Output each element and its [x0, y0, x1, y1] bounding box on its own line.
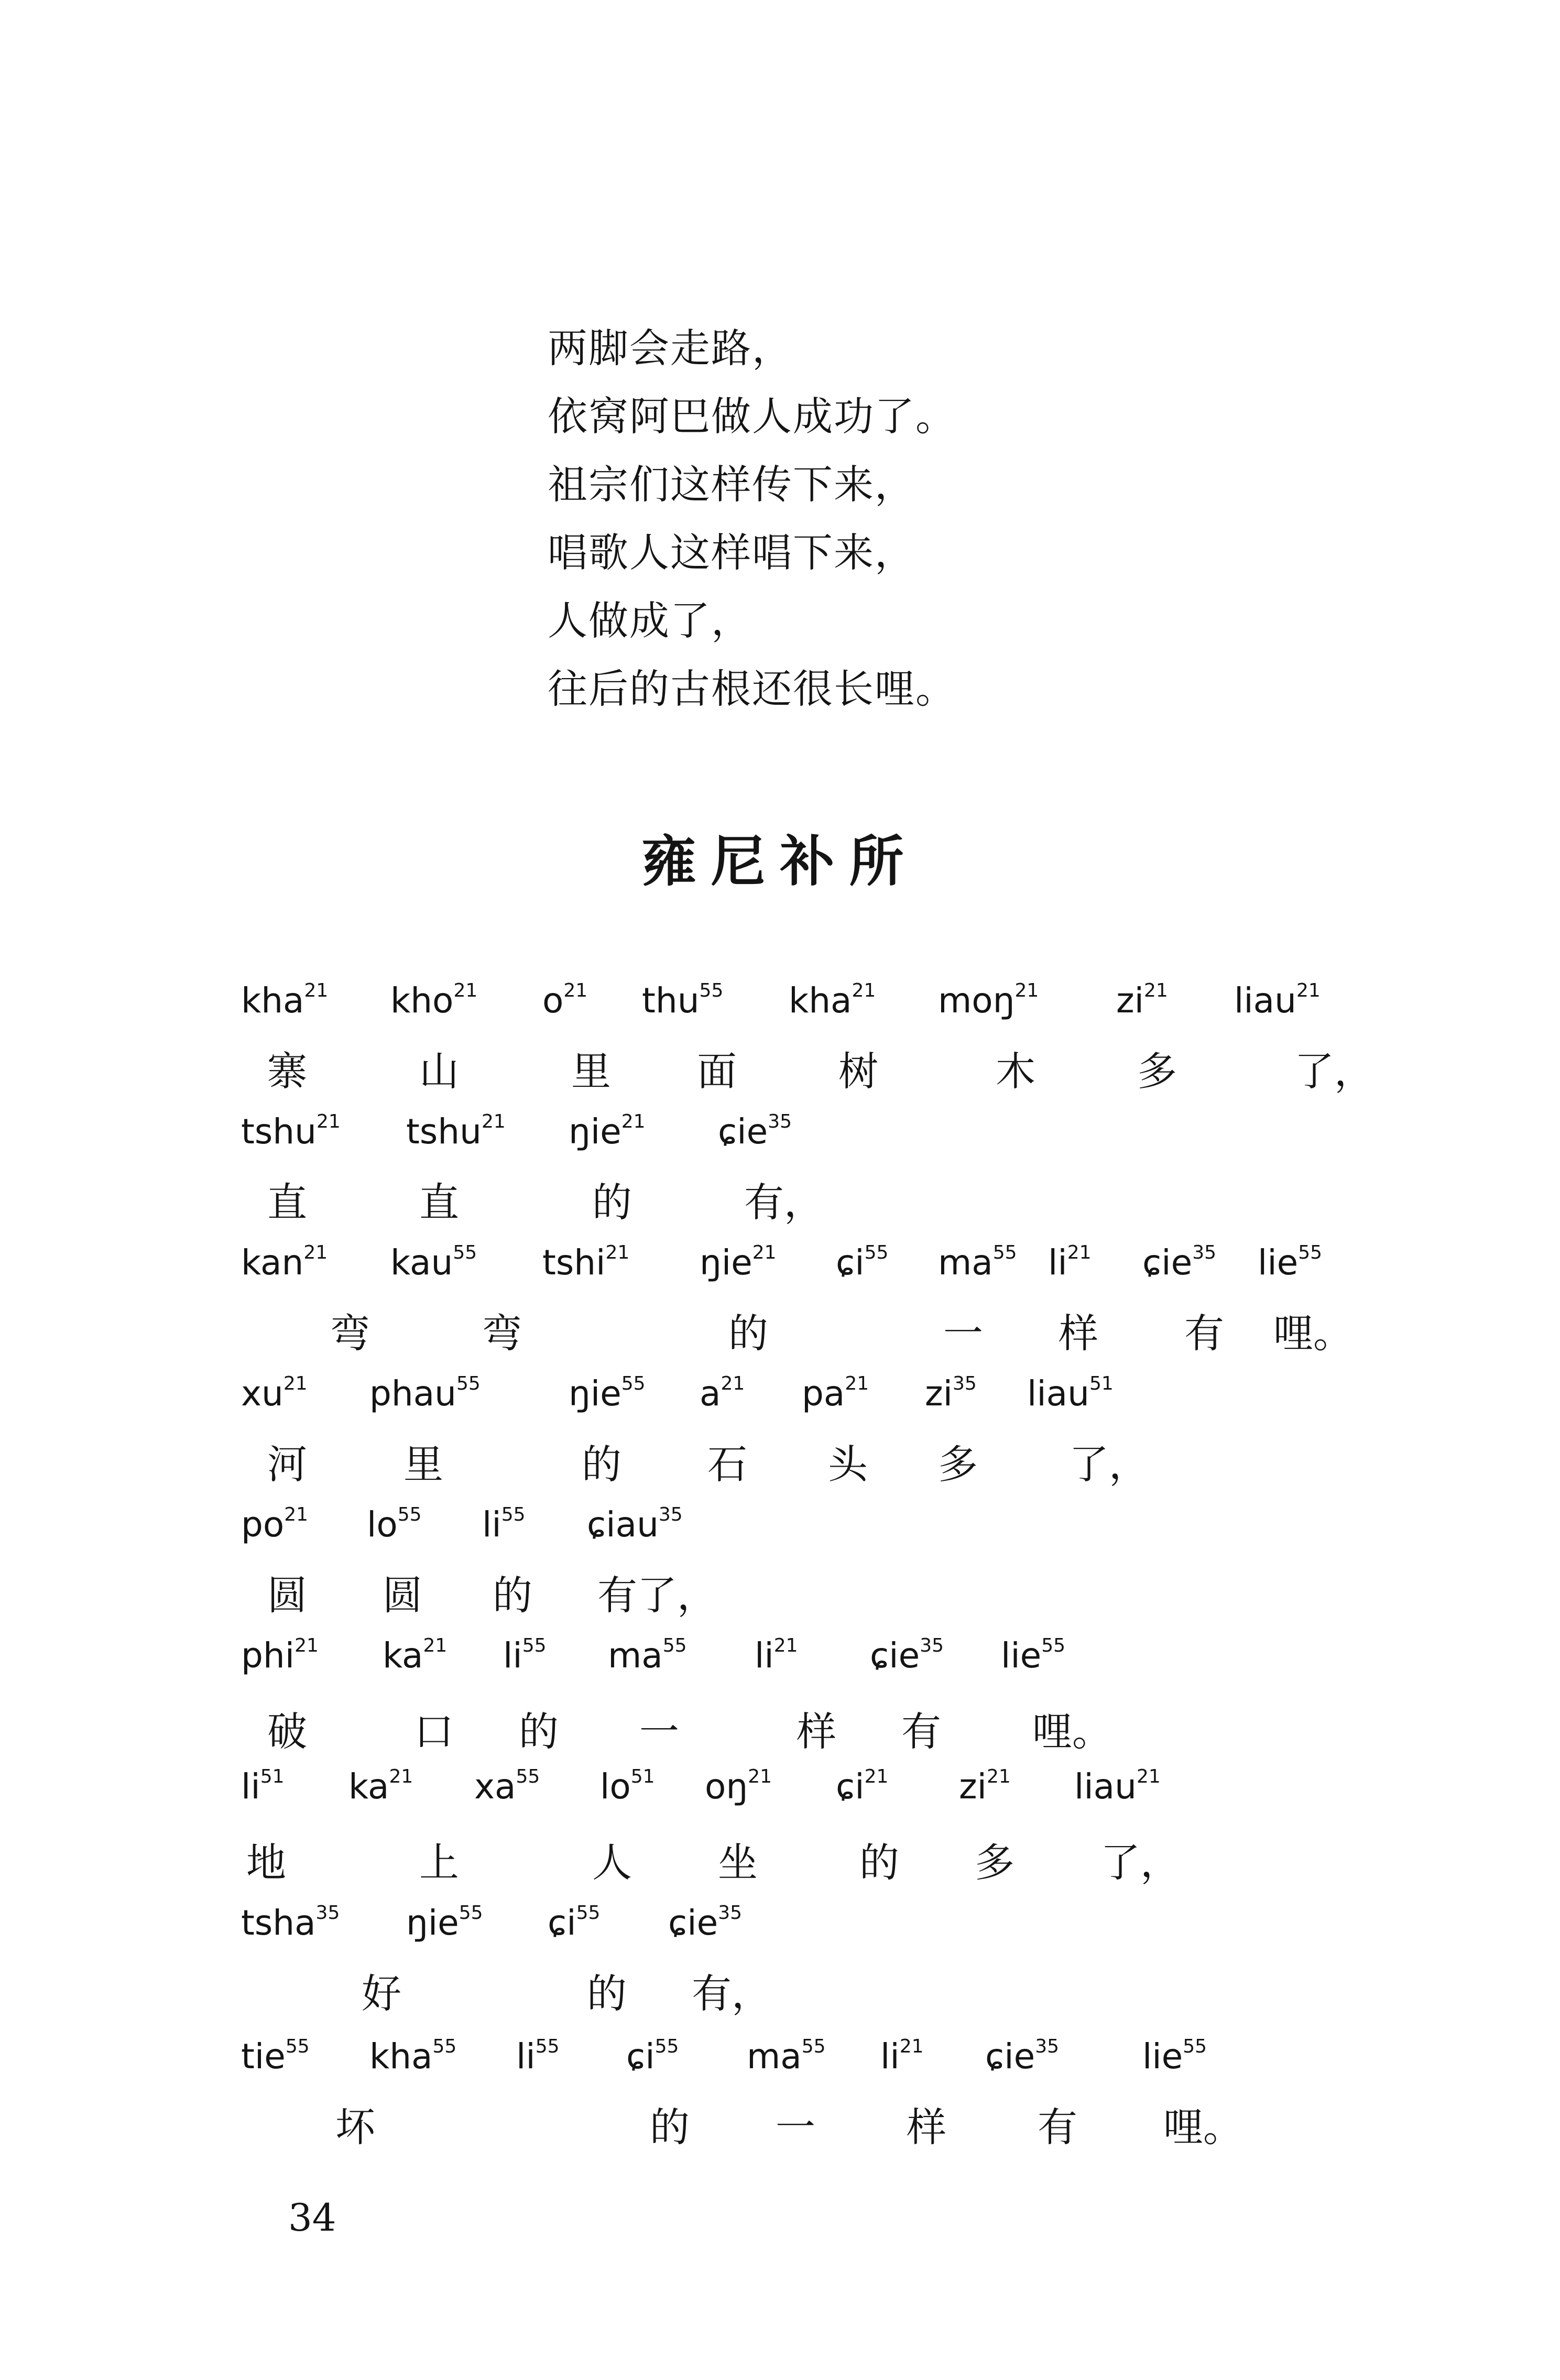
chinese-gloss-word: 多 [975, 1839, 1014, 1886]
romanization-line [0, 1761, 1560, 1824]
romanized-syllable: $pa^{21}$ [802, 1373, 869, 1414]
tone-number: 55 [516, 1766, 540, 1787]
chinese-gloss-word: 多 [938, 1441, 978, 1488]
chinese-gloss-word: 样 [907, 2104, 946, 2150]
chinese-gloss-word: 河 [267, 1441, 307, 1488]
romanized-syllable: ɕie$^{35}$ [1142, 1242, 1217, 1283]
tone-number: 55 [535, 2036, 560, 2057]
romanization-line [0, 1630, 1560, 1693]
chinese-gloss-word: 有 [1184, 1310, 1224, 1357]
romanized-syllable: kha$^{55}$ [369, 2036, 457, 2077]
chinese-gloss-word: 里 [403, 1441, 443, 1488]
chinese-gloss-word: 直 [419, 1179, 459, 1226]
chinese-gloss-word: 口 [414, 1708, 454, 1755]
romanized-syllable: $lo^{55}$ [367, 1504, 422, 1545]
romanized-syllable: $xa^{55}$ [474, 1766, 540, 1807]
poem-line: 人做成了， [548, 597, 752, 644]
chinese-gloss-line [0, 1174, 1560, 1237]
romanized-syllable: tshu$^{21}$ [406, 1111, 506, 1152]
chinese-gloss-word: 木 [996, 1048, 1035, 1095]
tone-number: 55 [621, 1373, 646, 1394]
chinese-gloss-word: 人 [592, 1839, 632, 1886]
romanized-syllable: $o^{21}$ [542, 980, 588, 1021]
tone-number: 35 [315, 1902, 340, 1924]
tone-number: 21 [845, 1373, 869, 1394]
tone-number: 55 [992, 1242, 1017, 1263]
romanized-syllable: ŋie$^{21}$ [569, 1111, 646, 1152]
tone-number: 21 [1136, 1766, 1161, 1787]
romanized-syllable: $li^{21}$ [755, 1635, 798, 1676]
tone-number: 21 [1067, 1242, 1092, 1263]
chinese-gloss-word: 好 [362, 1970, 401, 2017]
tone-number: 21 [748, 1766, 772, 1787]
chinese-gloss-word: 头 [828, 1441, 868, 1488]
tone-number: 51 [260, 1766, 285, 1787]
chinese-gloss-word: 的 [519, 1708, 559, 1755]
romanized-syllable: $ma^{55}$ [938, 1242, 1017, 1283]
tone-number: 55 [1183, 2036, 1207, 2057]
romanized-syllable: ŋie$^{55}$ [406, 1902, 483, 1943]
tone-number: 35 [1192, 1242, 1217, 1263]
tone-number: 55 [453, 1242, 477, 1263]
tone-number: 21 [605, 1242, 630, 1263]
tone-number: 21 [1296, 980, 1321, 1001]
tone-number: 35 [768, 1111, 792, 1132]
tone-number: 35 [658, 1504, 683, 1525]
romanized-syllable: kha$^{21}$ [789, 980, 876, 1021]
chinese-gloss-word: 的 [650, 2104, 690, 2150]
chinese-gloss-word: 寨 [267, 1048, 307, 1095]
romanized-syllable: $li^{55}$ [516, 2036, 560, 2077]
tone-number: 21 [1014, 980, 1039, 1001]
tone-number: 21 [389, 1766, 413, 1787]
romanized-syllable: $ka^{21}$ [348, 1766, 413, 1807]
romanization-line [0, 1499, 1560, 1562]
page-number: 34 [288, 2196, 336, 2240]
romanized-syllable: $li^{51}$ [241, 1766, 285, 1807]
chinese-gloss-word: 直 [267, 1179, 307, 1226]
romanized-syllable: lie$^{55}$ [1142, 2036, 1207, 2077]
chinese-gloss-word: 有 [901, 1708, 941, 1755]
chinese-gloss-word: 的 [587, 1970, 627, 2017]
tone-number: 21 [453, 980, 478, 1001]
romanized-syllable: ɕie$^{35}$ [718, 1111, 792, 1152]
chinese-gloss-word: 地 [246, 1839, 286, 1886]
romanization-line [0, 1368, 1560, 1431]
romanized-syllable: lie$^{55}$ [1001, 1635, 1066, 1676]
romanized-syllable: $oŋ^{21}$ [705, 1766, 772, 1807]
tone-number: 21 [986, 1766, 1011, 1787]
romanized-syllable: ɕi$^{21}$ [836, 1766, 889, 1807]
romanized-syllable: thu$^{55}$ [642, 980, 724, 1021]
tone-number: 55 [432, 2036, 457, 2057]
chinese-gloss-word: 圆 [267, 1572, 307, 1619]
tone-number: 55 [662, 1635, 687, 1656]
chinese-gloss-word: 一 [943, 1310, 983, 1357]
chinese-gloss-line [0, 1703, 1560, 1766]
chinese-gloss-word: 有， [744, 1179, 824, 1226]
chinese-gloss-line [0, 1436, 1560, 1499]
tone-number: 21 [773, 1635, 798, 1656]
chinese-gloss-word: 山 [419, 1048, 459, 1095]
romanized-syllable: phi$^{21}$ [241, 1635, 319, 1676]
tone-number: 21 [864, 1766, 889, 1787]
romanized-syllable: ŋie$^{21}$ [700, 1242, 777, 1283]
romanized-syllable: $ka^{21}$ [383, 1635, 448, 1676]
romanized-syllable: ɕie$^{35}$ [870, 1635, 944, 1676]
romanized-syllable: tsha$^{35}$ [241, 1902, 340, 1943]
tone-number: 21 [721, 1373, 745, 1394]
romanized-syllable: $zi^{21}$ [959, 1766, 1011, 1807]
tone-number: 21 [423, 1635, 448, 1656]
tone-number: 35 [718, 1902, 743, 1924]
chinese-gloss-word: 的 [859, 1839, 899, 1886]
tone-number: 55 [397, 1504, 422, 1525]
chinese-gloss-line [0, 1305, 1560, 1368]
poem-block [548, 314, 956, 723]
romanized-syllable: moŋ$^{21}$ [938, 980, 1039, 1021]
chinese-gloss-word: 了， [1100, 1839, 1180, 1886]
tone-number: 21 [316, 1111, 341, 1132]
chinese-gloss-word: 坐 [718, 1839, 758, 1886]
chinese-gloss-word: 一 [776, 2104, 815, 2150]
chinese-gloss-word: 多 [1137, 1048, 1177, 1095]
tone-number: 55 [285, 2036, 310, 2057]
romanized-syllable: liau$^{21}$ [1234, 980, 1321, 1021]
poem-line: 祖宗们这样传下来， [548, 461, 915, 508]
tone-number: 55 [1041, 1635, 1066, 1656]
tone-number: 21 [304, 980, 329, 1001]
tone-number: 35 [1035, 2036, 1060, 2057]
romanized-syllable: $li^{21}$ [1048, 1242, 1092, 1283]
chinese-gloss-word: 哩。 [1163, 2104, 1243, 2150]
romanized-syllable: ɕi$^{55}$ [626, 2036, 679, 2077]
chinese-gloss-word: 的 [728, 1310, 768, 1357]
chinese-gloss-word: 树 [838, 1048, 878, 1095]
chinese-gloss-word: 弯 [330, 1310, 370, 1357]
romanized-syllable: tshu$^{21}$ [241, 1111, 341, 1152]
chinese-gloss-line [0, 1567, 1560, 1630]
chinese-gloss-word: 破 [267, 1708, 307, 1755]
tone-number: 21 [621, 1111, 646, 1132]
romanized-syllable: $zi^{21}$ [1116, 980, 1168, 1021]
romanized-syllable: $zi^{35}$ [925, 1373, 977, 1414]
chinese-gloss-word: 了， [1294, 1048, 1374, 1095]
romanized-syllable: $lo^{51}$ [600, 1766, 655, 1807]
chinese-gloss-word: 的 [592, 1179, 632, 1226]
tone-number: 21 [303, 1242, 328, 1263]
romanized-syllable: ɕie$^{35}$ [668, 1902, 743, 1943]
romanized-syllable: $li^{55}$ [482, 1504, 526, 1545]
chinese-gloss-word: 有， [692, 1970, 771, 2017]
romanized-syllable: ɕie$^{35}$ [985, 2036, 1060, 2077]
romanized-syllable: ɕiau$^{35}$ [587, 1504, 683, 1545]
tone-number: 55 [801, 2036, 826, 2057]
romanized-syllable: liau$^{51}$ [1027, 1373, 1114, 1414]
tone-number: 35 [920, 1635, 944, 1656]
romanization-line [0, 1237, 1560, 1300]
chinese-gloss-word: 上 [419, 1839, 459, 1886]
chinese-gloss-word: 一 [639, 1708, 679, 1755]
chinese-gloss-word: 面 [697, 1048, 737, 1095]
romanization-line [0, 1897, 1560, 1960]
romanized-syllable: kha$^{21}$ [241, 980, 329, 1021]
tone-number: 21 [481, 1111, 506, 1132]
tone-number: 21 [1143, 980, 1168, 1001]
section-title: 雍尼补所 [641, 829, 919, 893]
tone-number: 21 [852, 980, 876, 1001]
romanized-syllable: tshi$^{21}$ [542, 1242, 630, 1283]
romanization-line [0, 2030, 1560, 2093]
romanized-syllable: ɕi$^{55}$ [548, 1902, 601, 1943]
romanized-syllable: kho$^{21}$ [390, 980, 478, 1021]
romanized-syllable: $li^{21}$ [880, 2036, 924, 2077]
tone-number: 55 [522, 1635, 547, 1656]
tone-number: 55 [864, 1242, 889, 1263]
romanized-syllable: $po^{21}$ [241, 1504, 309, 1545]
chinese-gloss-line [0, 2099, 1560, 2161]
tone-number: 21 [563, 980, 588, 1001]
romanized-syllable: $ma^{55}$ [747, 2036, 826, 2077]
poem-line: 往后的古根还很长哩。 [548, 665, 956, 712]
chinese-gloss-word: 样 [797, 1708, 836, 1755]
chinese-gloss-word: 哩。 [1273, 1310, 1353, 1357]
chinese-gloss-word: 弯 [482, 1310, 522, 1357]
tone-number: 55 [699, 980, 724, 1001]
tone-number: 21 [294, 1635, 319, 1656]
romanized-syllable: ɕi$^{55}$ [836, 1242, 889, 1283]
tone-number: 55 [654, 2036, 679, 2057]
romanization-line [0, 975, 1560, 1038]
chinese-gloss-word: 哩。 [1032, 1708, 1112, 1755]
romanized-syllable: ŋie$^{55}$ [569, 1373, 646, 1414]
chinese-gloss-word: 坏 [335, 2104, 375, 2150]
tone-number: 21 [752, 1242, 777, 1263]
tone-number: 55 [1298, 1242, 1323, 1263]
romanized-syllable: tie$^{55}$ [241, 2036, 310, 2077]
tone-number: 55 [576, 1902, 601, 1924]
chinese-gloss-word: 的 [493, 1572, 532, 1619]
chinese-gloss-line [0, 1043, 1560, 1106]
chinese-gloss-word: 的 [582, 1441, 621, 1488]
romanized-syllable: $ma^{55}$ [608, 1635, 687, 1676]
tone-number: 51 [1089, 1373, 1114, 1394]
romanized-syllable: lie$^{55}$ [1258, 1242, 1323, 1283]
chinese-gloss-line [0, 1965, 1560, 2028]
poem-line: 唱歌人这样唱下来， [548, 529, 915, 576]
romanization-line [0, 1106, 1560, 1169]
romanized-syllable: liau$^{21}$ [1074, 1766, 1161, 1807]
tone-number: 21 [899, 2036, 924, 2057]
romanized-syllable: $xu^{21}$ [241, 1373, 308, 1414]
poem-line: 两脚会走路， [548, 325, 793, 372]
chinese-gloss-word: 里 [571, 1048, 611, 1095]
tone-number: 55 [501, 1504, 526, 1525]
tone-number: 55 [459, 1902, 483, 1924]
romanized-syllable: phau$^{55}$ [369, 1373, 481, 1414]
chinese-gloss-word: 有 [1038, 2104, 1077, 2150]
chinese-gloss-word: 石 [707, 1441, 747, 1488]
tone-number: 51 [630, 1766, 655, 1787]
chinese-gloss-line [0, 1834, 1560, 1897]
chinese-gloss-word: 圆 [383, 1572, 422, 1619]
chinese-gloss-word: 有了， [597, 1572, 717, 1619]
tone-number: 55 [456, 1373, 481, 1394]
tone-number: 21 [283, 1373, 308, 1394]
romanized-syllable: kau$^{55}$ [390, 1242, 477, 1283]
chinese-gloss-word: 了， [1069, 1441, 1149, 1488]
tone-number: 21 [284, 1504, 309, 1525]
romanized-syllable: $li^{55}$ [503, 1635, 547, 1676]
tone-number: 35 [952, 1373, 977, 1394]
chinese-gloss-word: 样 [1059, 1310, 1098, 1357]
romanized-syllable: kan$^{21}$ [241, 1242, 328, 1283]
poem-line: 依窝阿巴做人成功了。 [548, 393, 956, 440]
romanized-syllable: $a^{21}$ [700, 1373, 745, 1414]
